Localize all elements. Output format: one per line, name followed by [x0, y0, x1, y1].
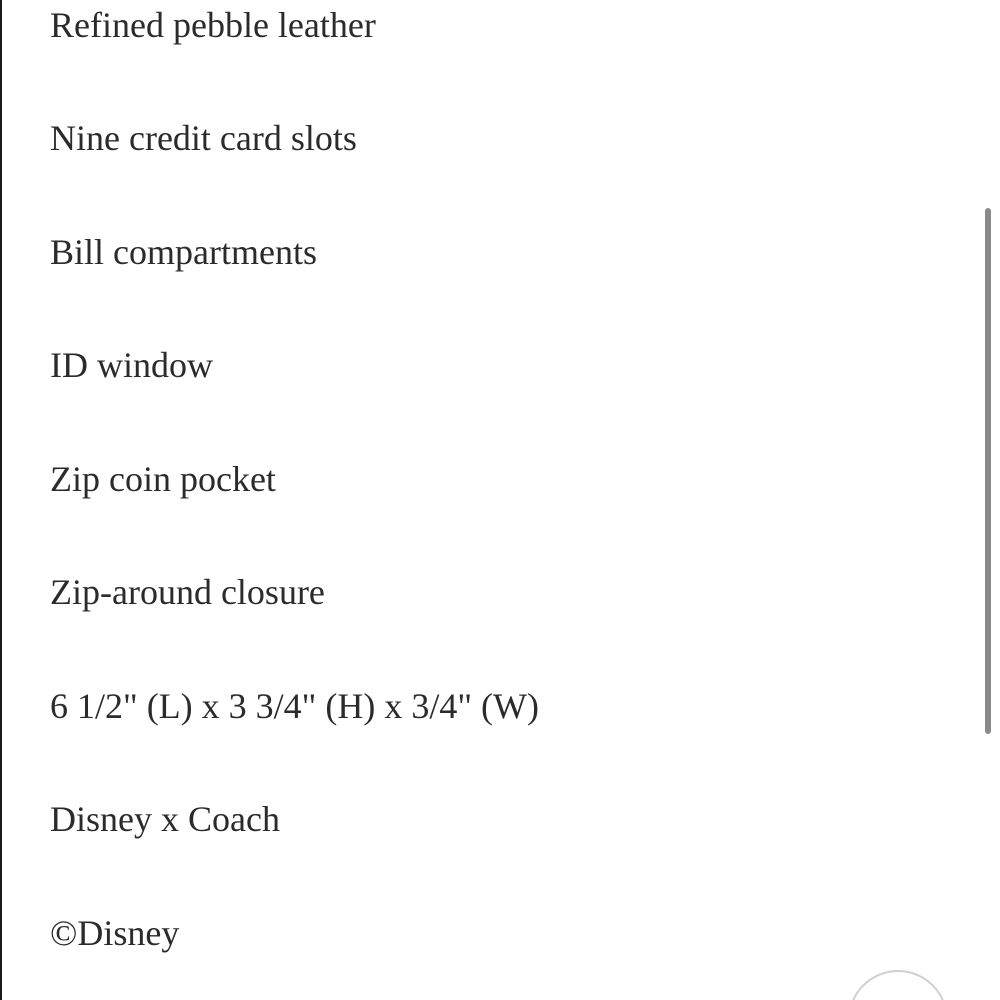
- detail-item-bill-compartments: Bill compartments: [50, 232, 317, 272]
- detail-item-closure: Zip-around closure: [50, 572, 325, 612]
- detail-item-copyright: ©Disney: [50, 913, 180, 953]
- floating-action-button[interactable]: [848, 970, 948, 1000]
- detail-item-card-slots: Nine credit card slots: [50, 118, 357, 158]
- detail-item-dimensions: 6 1/2" (L) x 3 3/4" (H) x 3/4" (W): [50, 686, 539, 726]
- vertical-scrollbar[interactable]: [984, 208, 992, 734]
- detail-item-collaboration: Disney x Coach: [50, 799, 280, 839]
- detail-item-material: Refined pebble leather: [50, 5, 376, 45]
- detail-item-id-window: ID window: [50, 345, 213, 385]
- left-edge-divider: [0, 0, 2, 1000]
- detail-item-coin-pocket: Zip coin pocket: [50, 459, 276, 499]
- scrollbar-thumb[interactable]: [985, 208, 991, 734]
